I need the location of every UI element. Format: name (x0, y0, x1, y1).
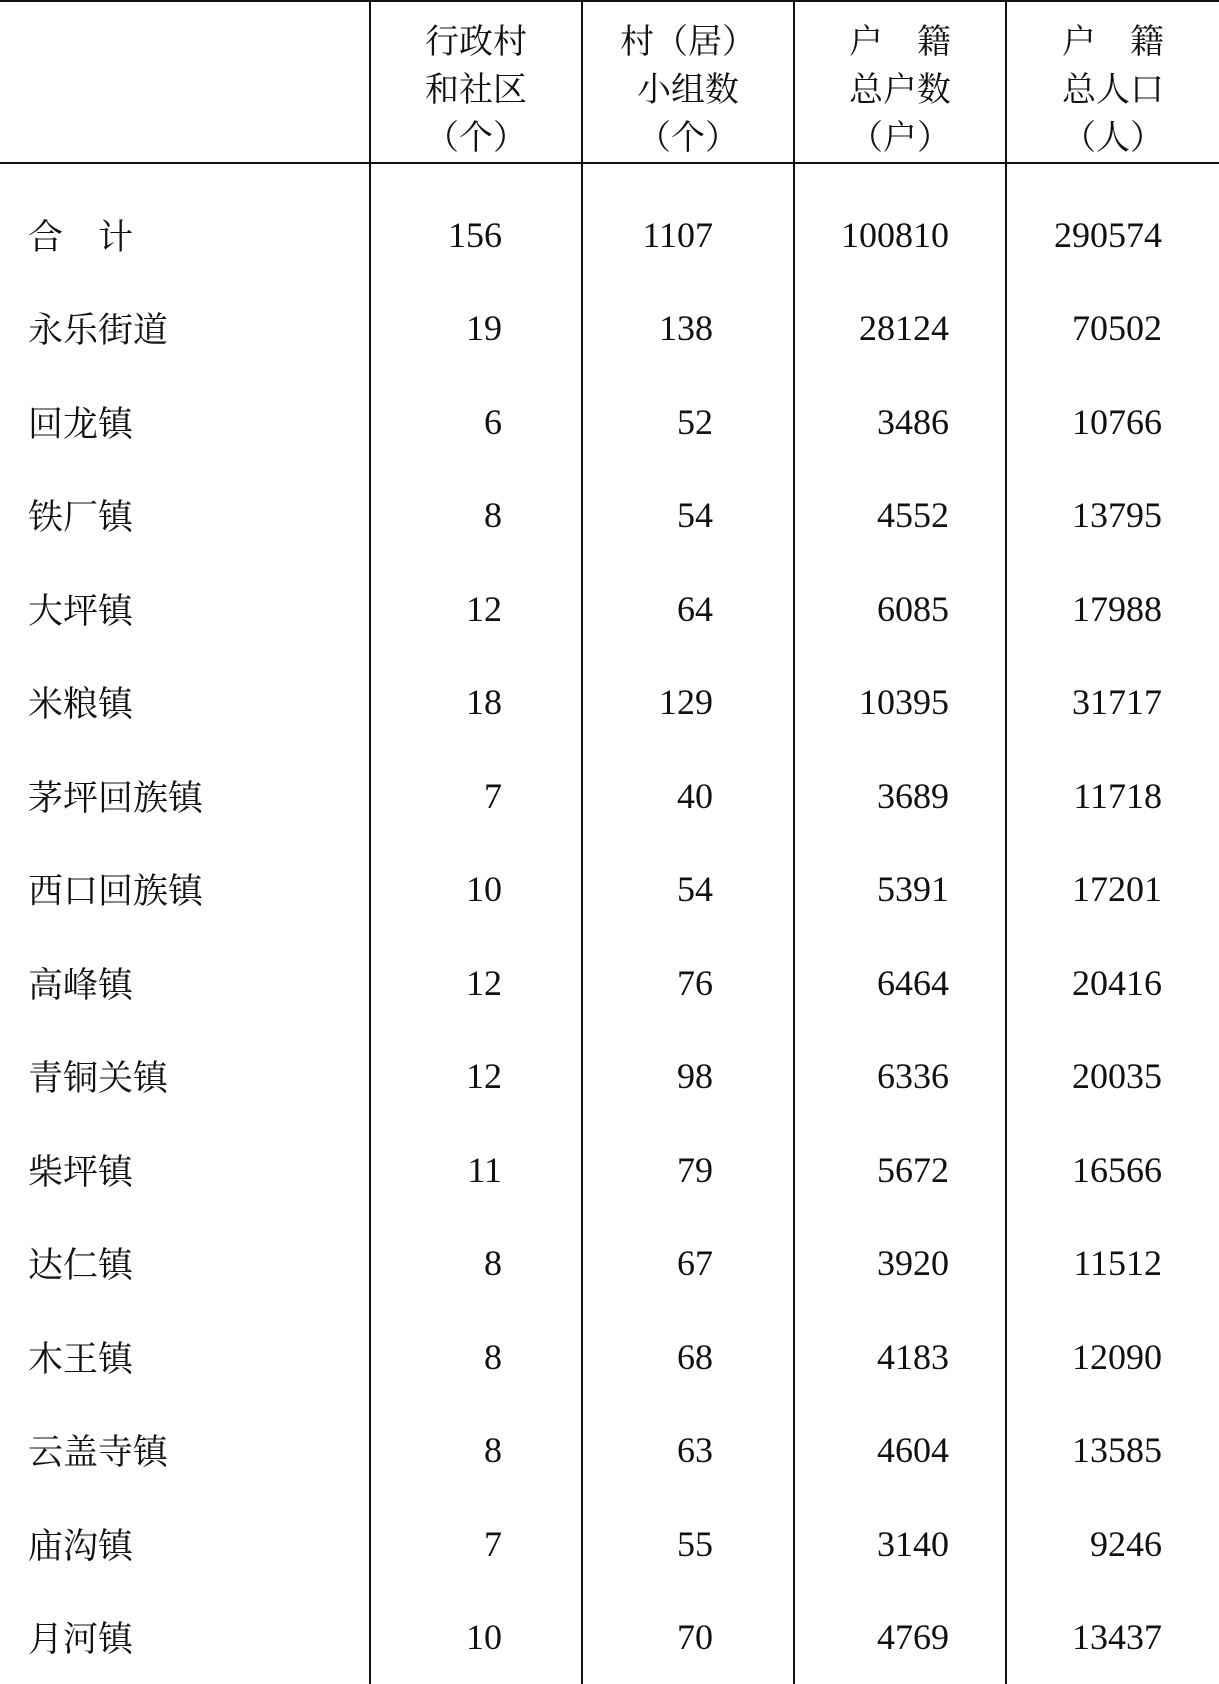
row-value: 8 (370, 1404, 582, 1498)
row-value: 1107 (582, 163, 794, 282)
table-row (0, 1123, 1219, 1217)
row-value: 10766 (1006, 375, 1219, 469)
row-value: 11718 (1006, 749, 1219, 843)
header-line: （人） (1007, 114, 1219, 162)
row-value: 12 (370, 562, 582, 656)
row-value: 5391 (794, 843, 1006, 937)
row-name: 米粮镇 (0, 656, 370, 750)
row-name: 铁厂镇 (0, 469, 370, 563)
row-value: 54 (582, 843, 794, 937)
row-name: 云盖寺镇 (0, 1404, 370, 1498)
row-value: 6 (370, 375, 582, 469)
row-value: 7 (370, 1497, 582, 1591)
row-value: 138 (582, 282, 794, 376)
row-value: 12090 (1006, 1310, 1219, 1404)
row-value: 8 (370, 1310, 582, 1404)
row-value: 40 (582, 749, 794, 843)
row-name: 月河镇 (0, 1591, 370, 1684)
total-row (0, 163, 1219, 282)
row-value: 20035 (1006, 1030, 1219, 1124)
row-value: 156 (370, 163, 582, 282)
row-value: 7 (370, 749, 582, 843)
row-value: 16566 (1006, 1123, 1219, 1217)
row-name: 永乐街道 (0, 282, 370, 376)
row-value: 54 (582, 469, 794, 563)
row-name: 庙沟镇 (0, 1497, 370, 1591)
row-value: 20416 (1006, 936, 1219, 1030)
table-row (0, 375, 1219, 469)
row-value: 13795 (1006, 469, 1219, 563)
header-cell-name (0, 1, 370, 163)
row-value: 11512 (1006, 1217, 1219, 1311)
row-name: 柴坪镇 (0, 1123, 370, 1217)
header-cell-villages (370, 1, 582, 163)
row-value: 3920 (794, 1217, 1006, 1311)
row-value: 9246 (1006, 1497, 1219, 1591)
header-line: 总人口 (1007, 66, 1219, 114)
header-line: （户） (795, 114, 1005, 162)
header-cell-population (1006, 1, 1219, 163)
row-value: 4604 (794, 1404, 1006, 1498)
table-row (0, 1591, 1219, 1684)
row-value: 8 (370, 1217, 582, 1311)
header-line: （个） (583, 114, 793, 162)
row-value: 28124 (794, 282, 1006, 376)
row-name: 茅坪回族镇 (0, 749, 370, 843)
row-value: 3140 (794, 1497, 1006, 1591)
header-line: 户 籍 (795, 18, 1005, 66)
row-value: 5672 (794, 1123, 1006, 1217)
row-value: 100810 (794, 163, 1006, 282)
header-row (0, 1, 1219, 163)
row-name: 合 计 (0, 163, 370, 282)
row-value: 67 (582, 1217, 794, 1311)
table-row (0, 1217, 1219, 1311)
header-line: 村（居） (583, 18, 793, 66)
row-value: 6336 (794, 1030, 1006, 1124)
row-value: 4552 (794, 469, 1006, 563)
row-value: 10 (370, 843, 582, 937)
table-row (0, 936, 1219, 1030)
row-value: 10 (370, 1591, 582, 1684)
header-cell-households (794, 1, 1006, 163)
table-body (0, 163, 1219, 1684)
row-value: 79 (582, 1123, 794, 1217)
row-value: 52 (582, 375, 794, 469)
row-value: 98 (582, 1030, 794, 1124)
header-line: 户 籍 (1007, 18, 1219, 66)
table-row (0, 1310, 1219, 1404)
table-row (0, 843, 1219, 937)
row-value: 64 (582, 562, 794, 656)
row-value: 11 (370, 1123, 582, 1217)
row-value: 31717 (1006, 656, 1219, 750)
header-cell-groups (582, 1, 794, 163)
row-value: 70 (582, 1591, 794, 1684)
row-value: 55 (582, 1497, 794, 1591)
table-row (0, 282, 1219, 376)
table-row (0, 656, 1219, 750)
row-value: 12 (370, 1030, 582, 1124)
row-value: 13437 (1006, 1591, 1219, 1684)
row-value: 290574 (1006, 163, 1219, 282)
row-name: 西口回族镇 (0, 843, 370, 937)
row-name: 回龙镇 (0, 375, 370, 469)
row-value: 8 (370, 469, 582, 563)
row-name: 大坪镇 (0, 562, 370, 656)
row-name: 青铜关镇 (0, 1030, 370, 1124)
row-value: 12 (370, 936, 582, 1030)
table-row (0, 749, 1219, 843)
row-value: 10395 (794, 656, 1006, 750)
header-line: （个） (371, 114, 581, 162)
row-name: 达仁镇 (0, 1217, 370, 1311)
row-value: 4769 (794, 1591, 1006, 1684)
row-value: 18 (370, 656, 582, 750)
row-value: 6085 (794, 562, 1006, 656)
header-line: 总户数 (795, 66, 1005, 114)
row-value: 17201 (1006, 843, 1219, 937)
header-line: 小组数 (583, 66, 793, 114)
header-line: 和社区 (371, 66, 581, 114)
row-value: 76 (582, 936, 794, 1030)
row-value: 4183 (794, 1310, 1006, 1404)
row-value: 68 (582, 1310, 794, 1404)
row-value: 6464 (794, 936, 1006, 1030)
table-row (0, 1497, 1219, 1591)
row-value: 70502 (1006, 282, 1219, 376)
row-value: 19 (370, 282, 582, 376)
table-row (0, 469, 1219, 563)
row-value: 63 (582, 1404, 794, 1498)
row-value: 17988 (1006, 562, 1219, 656)
row-value: 13585 (1006, 1404, 1219, 1498)
row-value: 129 (582, 656, 794, 750)
header-line: 行政村 (371, 18, 581, 66)
table-row (0, 1404, 1219, 1498)
row-name: 木王镇 (0, 1310, 370, 1404)
row-name: 高峰镇 (0, 936, 370, 1030)
row-value: 3486 (794, 375, 1006, 469)
row-value: 3689 (794, 749, 1006, 843)
table-row (0, 1030, 1219, 1124)
table-row (0, 562, 1219, 656)
